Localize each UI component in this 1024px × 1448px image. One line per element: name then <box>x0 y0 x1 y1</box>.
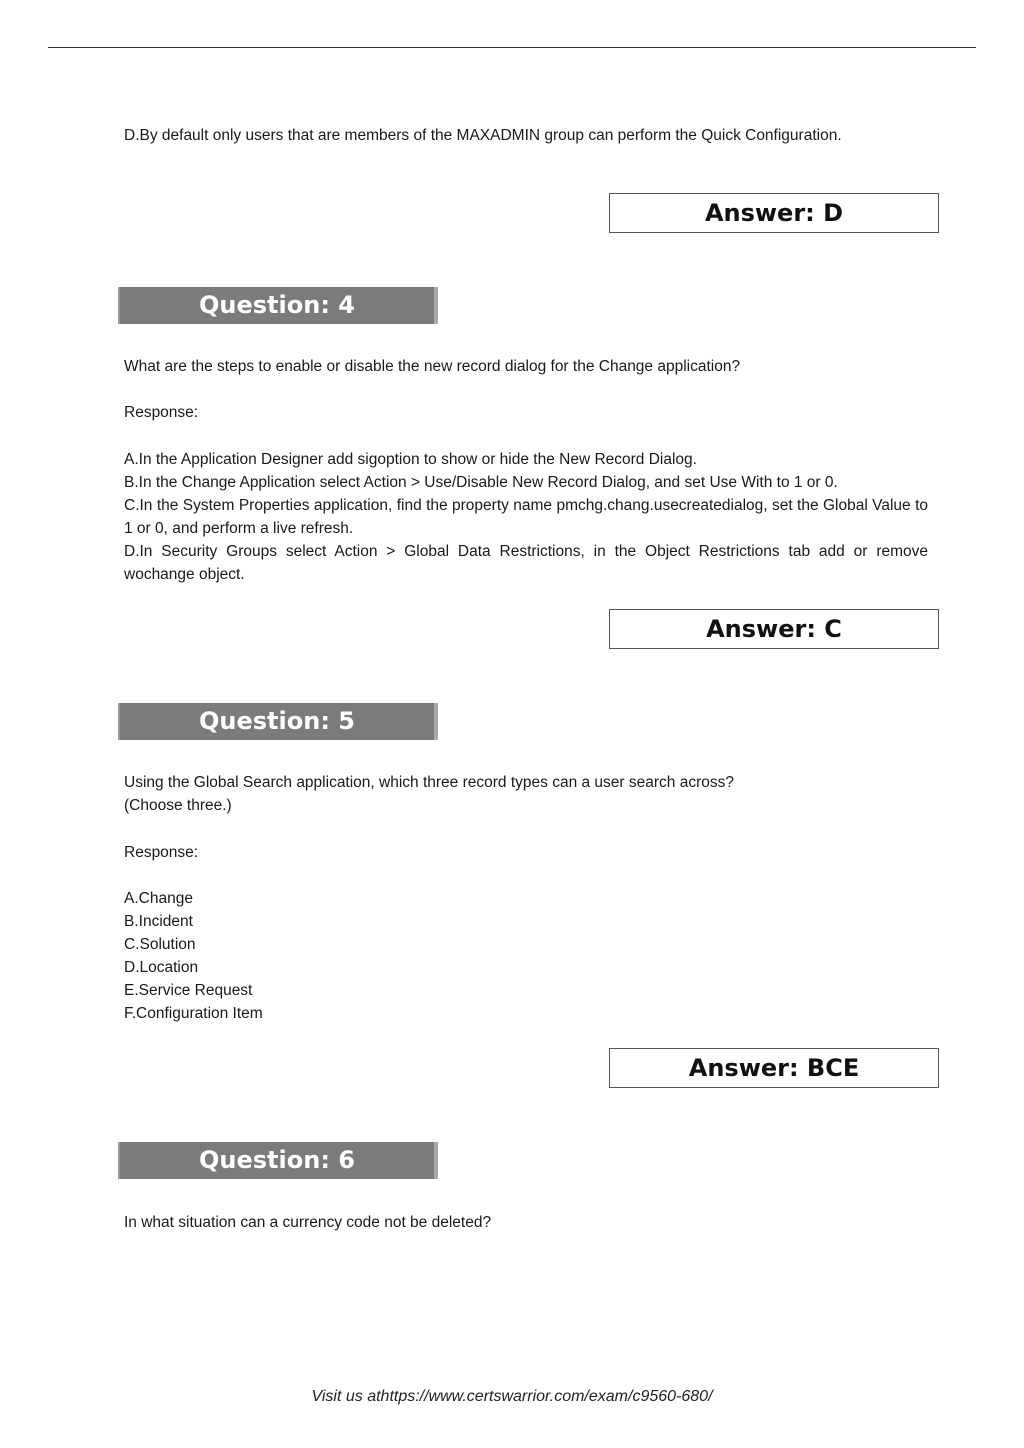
footer-link-text[interactable]: Visit us athttps://www.certswarrior.com/exam/c9560-680/ <box>311 1388 713 1405</box>
question-5-text-line2: (Choose three.) <box>124 797 232 814</box>
option-e: E.Service Request <box>124 982 253 999</box>
option-f: F.Configuration Item <box>124 1005 263 1022</box>
question-4-text: What are the steps to enable or disable the new record dialog for the Change application? <box>124 358 741 375</box>
answer-box-q5: Answer: BCE <box>609 1048 939 1088</box>
question-6-text: In what situation can a currency code not be deleted? <box>124 1214 492 1231</box>
option-c: C.Solution <box>124 936 196 953</box>
question-4-heading: Question: 4 <box>118 287 438 324</box>
question-4-response-label: Response: <box>124 404 199 421</box>
question-4-options <box>124 448 928 586</box>
question-5-text <box>124 771 928 817</box>
answer-box-q4: Answer: C <box>609 609 939 649</box>
option-d: D.Location <box>124 959 199 976</box>
question-6-heading: Question: 6 <box>118 1142 438 1179</box>
question-5-response-label: Response: <box>124 844 199 861</box>
option-b: B.Incident <box>124 913 193 930</box>
question-5-text-line1: Using the Global Search application, which three record types can a user search across? <box>124 774 734 791</box>
option-a: A.In the Application Designer add sigoption to show or hide the New Record Dialog. <box>124 451 697 468</box>
option-b: B.In the Change Application select Action > Use/Disable New Record Dialog, and set Use With to 1 or 0. <box>124 474 838 491</box>
question-5-options <box>124 887 928 1025</box>
prev-option-d: D.By default only users that are members of the MAXADMIN group can perform the Quick Configuration. <box>124 127 842 144</box>
option-c: C.In the System Properties application, find the property name pmchg.chang.usecreatedialog, set the Global Value to 1 or 0, and perform a live refresh. <box>124 497 928 537</box>
header-rule <box>48 47 976 48</box>
answer-box-prev: Answer: D <box>609 193 939 233</box>
option-a: A.Change <box>124 890 193 907</box>
option-d: D.In Security Groups select Action > Global Data Restrictions, in the Object Restrictions tab add or remove wochange object. <box>124 543 928 583</box>
question-5-heading: Question: 5 <box>118 703 438 740</box>
